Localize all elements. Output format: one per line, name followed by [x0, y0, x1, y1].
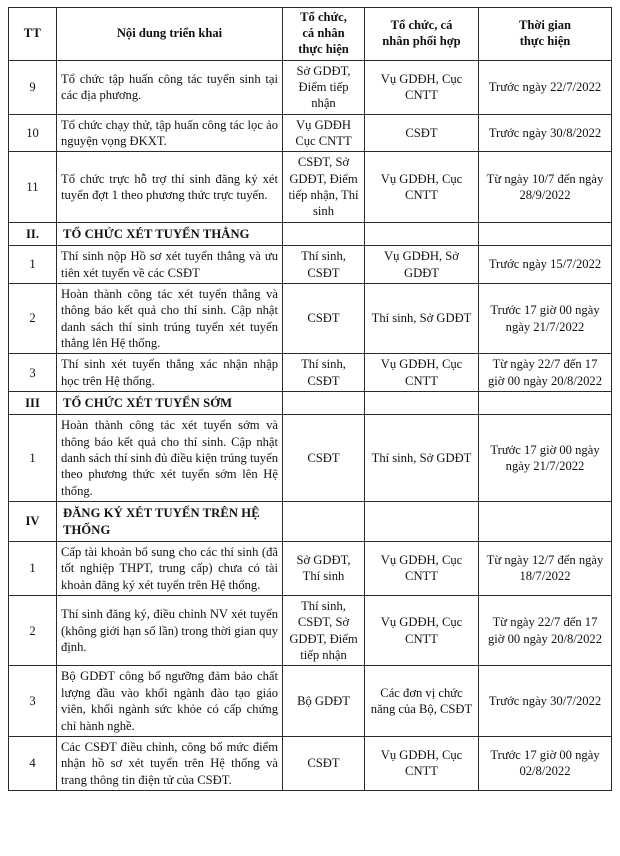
cell-time: Trước ngày 22/7/2022 [479, 60, 612, 114]
cell-executor: Vụ GDĐH Cục CNTT [283, 114, 365, 152]
cell-cooperator: Vụ GDĐH, Cục CNTT [365, 60, 479, 114]
cell-cooperator: Vụ GDĐH, Sở GDĐT [365, 246, 479, 284]
table-row [9, 541, 612, 595]
cell-executor: Bộ GDĐT [283, 666, 365, 736]
cell-tt: 9 [9, 60, 57, 114]
cell-time: Trước 17 giờ 00 ngày 02/8/2022 [479, 736, 612, 790]
cell-tt: 3 [9, 666, 57, 736]
cell-executor [283, 392, 365, 415]
column-header-executor-line1: Tổ chức, [300, 10, 347, 24]
cell-content: Hoàn thành công tác xét tuyển sớm và thông báo kết quả cho thí sinh. Cập nhật danh sách thí sinh đủ điều kiện trúng tuyển theo phương thức xét tuyển sớm lên Hệ thống. [57, 415, 283, 502]
cell-tt: 4 [9, 736, 57, 790]
cell-content: Các CSĐT điều chỉnh, công bố mức điểm nhận hồ sơ xét tuyển trên Hệ thống và trang thông tin điện tử của CSĐT. [57, 736, 283, 790]
table-row [9, 596, 612, 666]
cell-executor: Thí sinh, CSĐT [283, 246, 365, 284]
cell-content: Hoàn thành công tác xét tuyển thẳng và thông báo kết quả cho thí sinh. Cập nhật danh sách thí sinh trúng tuyển xét tuyển thẳng lên Hệ thống. [57, 283, 283, 353]
cell-content: Tổ chức chạy thử, tập huấn công tác lọc ảo nguyện vọng ĐKXT. [57, 114, 283, 152]
table-row [9, 354, 612, 392]
column-header-time-line1: Thời gian [518, 17, 572, 32]
cell-content: Thí sinh xét tuyển thẳng xác nhận nhập học trên Hệ thống. [57, 354, 283, 392]
cell-cooperator [365, 222, 479, 245]
cell-tt: 2 [9, 283, 57, 353]
cell-tt: 2 [9, 596, 57, 666]
column-header-content: Nội dung triển khai [57, 8, 283, 61]
table-row [9, 60, 612, 114]
cell-content: Cấp tài khoản bổ sung cho các thí sinh (đã tốt nghiệp THPT, trung cấp) chưa có tài khoản đăng ký xét tuyển trên Hệ thống. [57, 541, 283, 595]
cell-content: Tổ chức trực hỗ trợ thí sinh đăng ký xét tuyển đợt 1 theo phương thức trực tuyến. [57, 152, 283, 222]
cell-cooperator: CSĐT [365, 114, 479, 152]
cell-time: Từ ngày 22/7 đến 17 giờ 00 ngày 20/8/2022 [479, 596, 612, 666]
cell-content: Bộ GDĐT công bố ngưỡng đảm bảo chất lượng đầu vào khối ngành đào tạo giáo viên, khối ngành sức khỏe có cấp chứng chỉ hành nghề. [57, 666, 283, 736]
column-header-time-line2: thực hiện [519, 33, 571, 48]
cell-section-title: TỔ CHỨC XÉT TUYỂN THẲNG [57, 222, 283, 245]
column-header-executor-line3: thực hiện [298, 41, 349, 56]
table-row [9, 246, 612, 284]
cell-time: Trước 17 giờ 00 ngày ngày 21/7/2022 [479, 415, 612, 502]
cell-cooperator: Vụ GDĐH, Cục CNTT [365, 354, 479, 392]
cell-executor: CSĐT [283, 283, 365, 353]
cell-executor: Sở GDĐT, Thí sinh [283, 541, 365, 595]
cell-cooperator: Vụ GDĐH, Cục CNTT [365, 596, 479, 666]
cell-time: Từ ngày 12/7 đến ngày 18/7/2022 [479, 541, 612, 595]
column-header-executor [283, 8, 365, 61]
cell-executor: Thí sinh, CSĐT, Sở GDĐT, Điểm tiếp nhận [283, 596, 365, 666]
column-header-cooperator [365, 8, 479, 61]
cell-content: Tổ chức tập huấn công tác tuyển sinh tại các địa phương. [57, 60, 283, 114]
cell-section-title: ĐĂNG KÝ XÉT TUYỂN TRÊN HỆ THỐNG [57, 502, 283, 542]
cell-tt: III [9, 392, 57, 415]
cell-tt: II. [9, 222, 57, 245]
column-header-cooperator-line2: nhân phối hợp [382, 33, 461, 48]
cell-time: Trước ngày 15/7/2022 [479, 246, 612, 284]
cell-executor [283, 502, 365, 542]
cell-time: Trước ngày 30/8/2022 [479, 114, 612, 152]
cell-tt: 3 [9, 354, 57, 392]
cell-cooperator: Vụ GDĐH, Cục CNTT [365, 541, 479, 595]
table-row [9, 152, 612, 222]
table-row [9, 114, 612, 152]
cell-executor: CSĐT [283, 736, 365, 790]
cell-time [479, 392, 612, 415]
table-body [9, 60, 612, 790]
column-header-time [479, 8, 612, 61]
table-row [9, 283, 612, 353]
cell-tt: 11 [9, 152, 57, 222]
cell-tt: 10 [9, 114, 57, 152]
cell-tt: 1 [9, 541, 57, 595]
cell-time [479, 222, 612, 245]
cell-cooperator [365, 392, 479, 415]
column-header-executor-line2: cá nhân [302, 25, 345, 40]
cell-content: Thí sinh đăng ký, điều chỉnh NV xét tuyển (không giới hạn số lần) trong thời gian quy định. [57, 596, 283, 666]
section-header-row [9, 502, 612, 542]
cell-executor: CSĐT [283, 415, 365, 502]
cell-executor [283, 222, 365, 245]
table-header-row [9, 8, 612, 61]
cell-executor: Thí sinh, CSĐT [283, 354, 365, 392]
cell-cooperator: Vụ GDĐH, Cục CNTT [365, 152, 479, 222]
cell-time: Trước 17 giờ 00 ngày ngày 21/7/2022 [479, 283, 612, 353]
table-row [9, 415, 612, 502]
cell-time: Từ ngày 22/7 đến 17 giờ 00 ngày 20/8/2022 [479, 354, 612, 392]
section-header-row [9, 392, 612, 415]
cell-time [479, 502, 612, 542]
table-row [9, 666, 612, 736]
cell-content: Thí sinh nộp Hồ sơ xét tuyển thẳng và ưu tiên xét tuyển về các CSĐT [57, 246, 283, 284]
cell-tt: IV [9, 502, 57, 542]
column-header-tt: TT [9, 8, 57, 61]
cell-time: Từ ngày 10/7 đến ngày 28/9/2022 [479, 152, 612, 222]
cell-executor: CSĐT, Sở GDĐT, Điểm tiếp nhận, Thí sinh [283, 152, 365, 222]
section-header-row [9, 222, 612, 245]
cell-cooperator: Thí sinh, Sở GDĐT [365, 283, 479, 353]
table-header [9, 8, 612, 61]
cell-section-title: TỔ CHỨC XÉT TUYỂN SỚM [57, 392, 283, 415]
cell-cooperator: Vụ GDĐH, Cục CNTT [365, 736, 479, 790]
cell-cooperator: Các đơn vị chức năng của Bộ, CSĐT [365, 666, 479, 736]
cell-executor: Sở GDĐT, Điểm tiếp nhận [283, 60, 365, 114]
cell-tt: 1 [9, 415, 57, 502]
cell-cooperator [365, 502, 479, 542]
cell-time: Trước ngày 30/7/2022 [479, 666, 612, 736]
cell-tt: 1 [9, 246, 57, 284]
table-row [9, 736, 612, 790]
cell-cooperator: Thí sinh, Sở GDĐT [365, 415, 479, 502]
column-header-cooperator-line1: Tổ chức, cá [390, 17, 453, 32]
schedule-table [8, 7, 612, 791]
